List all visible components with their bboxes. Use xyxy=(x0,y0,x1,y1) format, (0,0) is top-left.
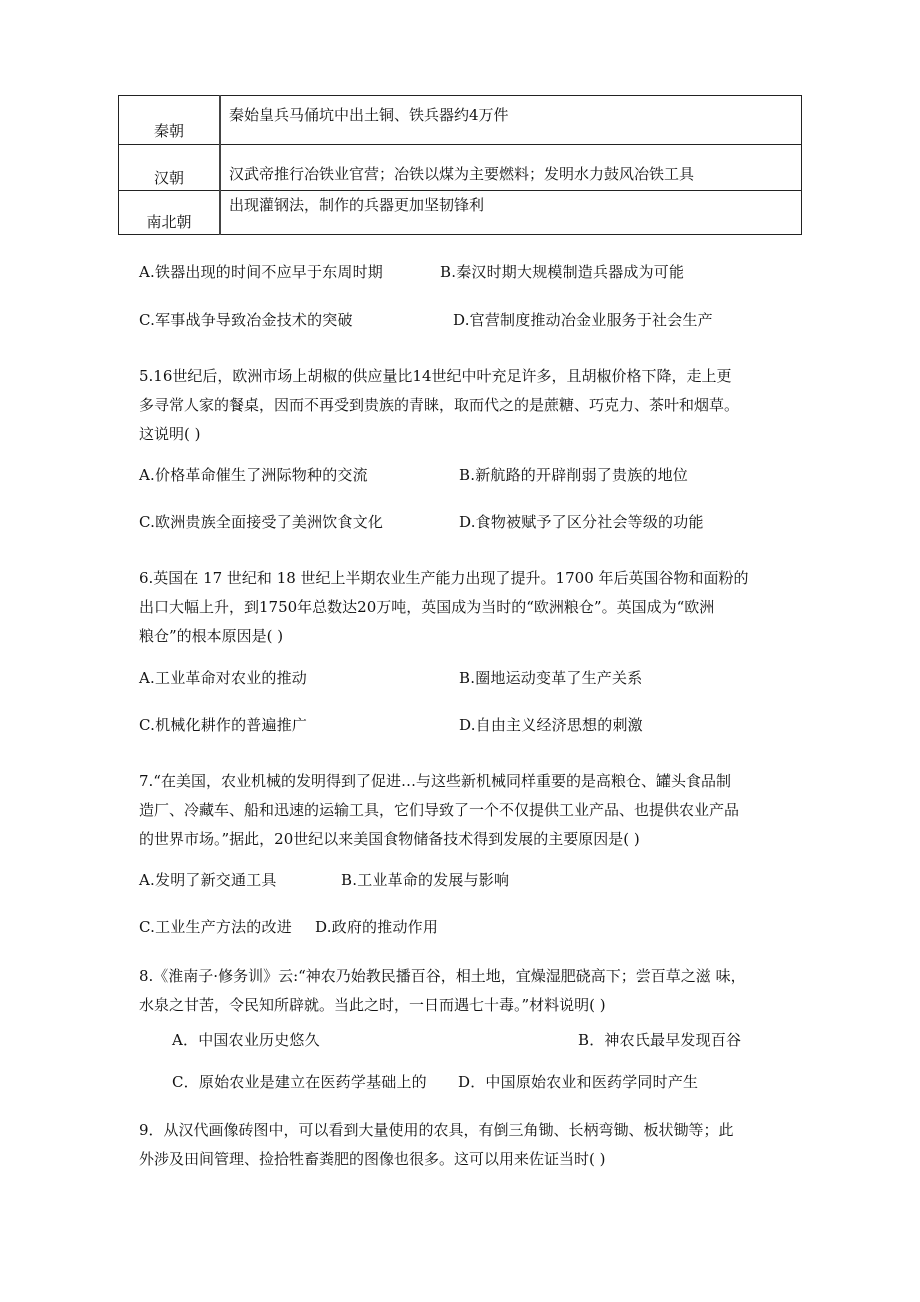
q5-stem xyxy=(139,362,809,449)
q6-option-a[interactable]: A.工业革命对农业的推动 xyxy=(139,669,308,687)
table-row xyxy=(119,145,802,191)
stem-line: 造厂、冷藏车、船和迅速的运输工具，它们导致了一个不仅提供工业产品、也提供农业产品 xyxy=(139,801,740,819)
q6-option-b[interactable]: B.圈地运动变革了生产关系 xyxy=(459,669,643,687)
stem-line: 的世界市场。”据此，20世纪以来美国食物储备技术得到发展的主要原因是( ) xyxy=(139,830,640,848)
table-row xyxy=(119,191,802,235)
desc-cell xyxy=(220,96,802,145)
desc-cell xyxy=(220,191,802,235)
stem-line: 多寻常人家的餐桌，因而不再受到贵族的青睐，取而代之的是蔗糖、巧克力、茶叶和烟草。 xyxy=(139,396,740,414)
stem-line: 外涉及田间管理、捡拾牲畜粪肥的图像也很多。这可以用来佐证当时( ) xyxy=(139,1150,606,1168)
desc-text: 汉武帝推行冶铁业官营；冶铁以煤为主要燃料；发明水力鼓风冶铁工具 xyxy=(229,165,695,183)
era-cell xyxy=(119,96,221,145)
desc-text: 出现灌钢法，制作的兵器更加坚韧锋利 xyxy=(229,196,485,214)
stem-line: 6.英国在 17 世纪和 18 世纪上半期农业生产能力出现了提升。1700 年后英国谷物和面粉的 xyxy=(139,569,749,587)
stem-line: 7.“在美国，农业机械的发明得到了促进…与这些新机械同样重要的是高粮仓、罐头食品制 xyxy=(139,772,731,790)
stem-line: 出口大幅上升，到1750年总数达20万吨，英国成为当时的“欧洲粮仓”。英国成为“欧洲 xyxy=(139,598,715,616)
q5-option-c[interactable]: C.欧洲贵族全面接受了美洲饮食文化 xyxy=(139,513,384,531)
q5-option-d[interactable]: D.食物被赋予了区分社会等级的功能 xyxy=(459,513,704,531)
q7-option-b[interactable]: B.工业革命的发展与影响 xyxy=(341,871,510,889)
era-cell xyxy=(119,191,221,235)
stem-line: 水泉之甘苦，令民知所辟就。当此之时，一日而遇七十毒。”材料说明( ) xyxy=(139,996,606,1014)
q6-stem xyxy=(139,564,809,651)
q8-stem xyxy=(139,962,809,1020)
era-label: 南北朝 xyxy=(146,213,192,231)
q6-option-d[interactable]: D.自由主义经济思想的刺激 xyxy=(459,716,643,734)
history-table xyxy=(118,95,802,235)
q7-option-d[interactable]: D.政府的推动作用 xyxy=(315,918,439,936)
desc-text: 秦始皇兵马俑坑中出土铜、铁兵器约4万件 xyxy=(229,106,509,124)
q8-option-d[interactable]: D．中国原始农业和医药学同时产生 xyxy=(458,1073,699,1091)
q4-option-c[interactable]: C.军事战争导致冶金技术的突破 xyxy=(139,311,353,329)
q8-option-a[interactable]: A．中国农业历史悠久 xyxy=(172,1031,320,1049)
q8-option-b[interactable]: B．神农氏最早发现百谷 xyxy=(578,1031,742,1049)
q5-option-a[interactable]: A.价格革命催生了洲际物种的交流 xyxy=(139,466,368,484)
desc-cell xyxy=(220,145,802,191)
era-label: 秦朝 xyxy=(153,122,184,140)
era-label: 汉朝 xyxy=(153,169,184,187)
q4-option-a[interactable]: A.铁器出现的时间不应早于东周时期 xyxy=(139,263,384,281)
stem-line: 粮仓”的根本原因是( ) xyxy=(139,627,284,645)
q7-option-c[interactable]: C.工业生产方法的改进 xyxy=(139,918,292,936)
q5-option-b[interactable]: B.新航路的开辟削弱了贵族的地位 xyxy=(459,466,688,484)
q7-stem xyxy=(139,767,809,854)
stem-line: 9．从汉代画像砖图中，可以看到大量使用的农具，有倒三角锄、长柄弯锄、板状锄等；此 xyxy=(139,1121,734,1139)
q4-option-d[interactable]: D.官营制度推动冶金业服务于社会生产 xyxy=(453,311,713,329)
q7-option-a[interactable]: A.发明了新交通工具 xyxy=(139,871,277,889)
era-cell xyxy=(119,145,221,191)
stem-line: 这说明( ) xyxy=(139,425,201,443)
stem-line: 8.《淮南子·修务训》云:“神农乃始教民播百谷，相土地，宜燥湿肥硗高下；尝百草之滋 味， xyxy=(139,967,746,985)
q4-option-b[interactable]: B.秦汉时期大规模制造兵器成为可能 xyxy=(440,263,685,281)
q9-stem xyxy=(139,1116,809,1174)
stem-line: 5.16世纪后，欧洲市场上胡椒的供应量比14世纪中叶充足许多，且胡椒价格下降，走上更 xyxy=(139,367,732,385)
q8-option-c[interactable]: C．原始农业是建立在医药学基础上的 xyxy=(172,1073,427,1091)
q6-option-c[interactable]: C.机械化耕作的普遍推广 xyxy=(139,716,308,734)
table-row xyxy=(119,96,802,145)
